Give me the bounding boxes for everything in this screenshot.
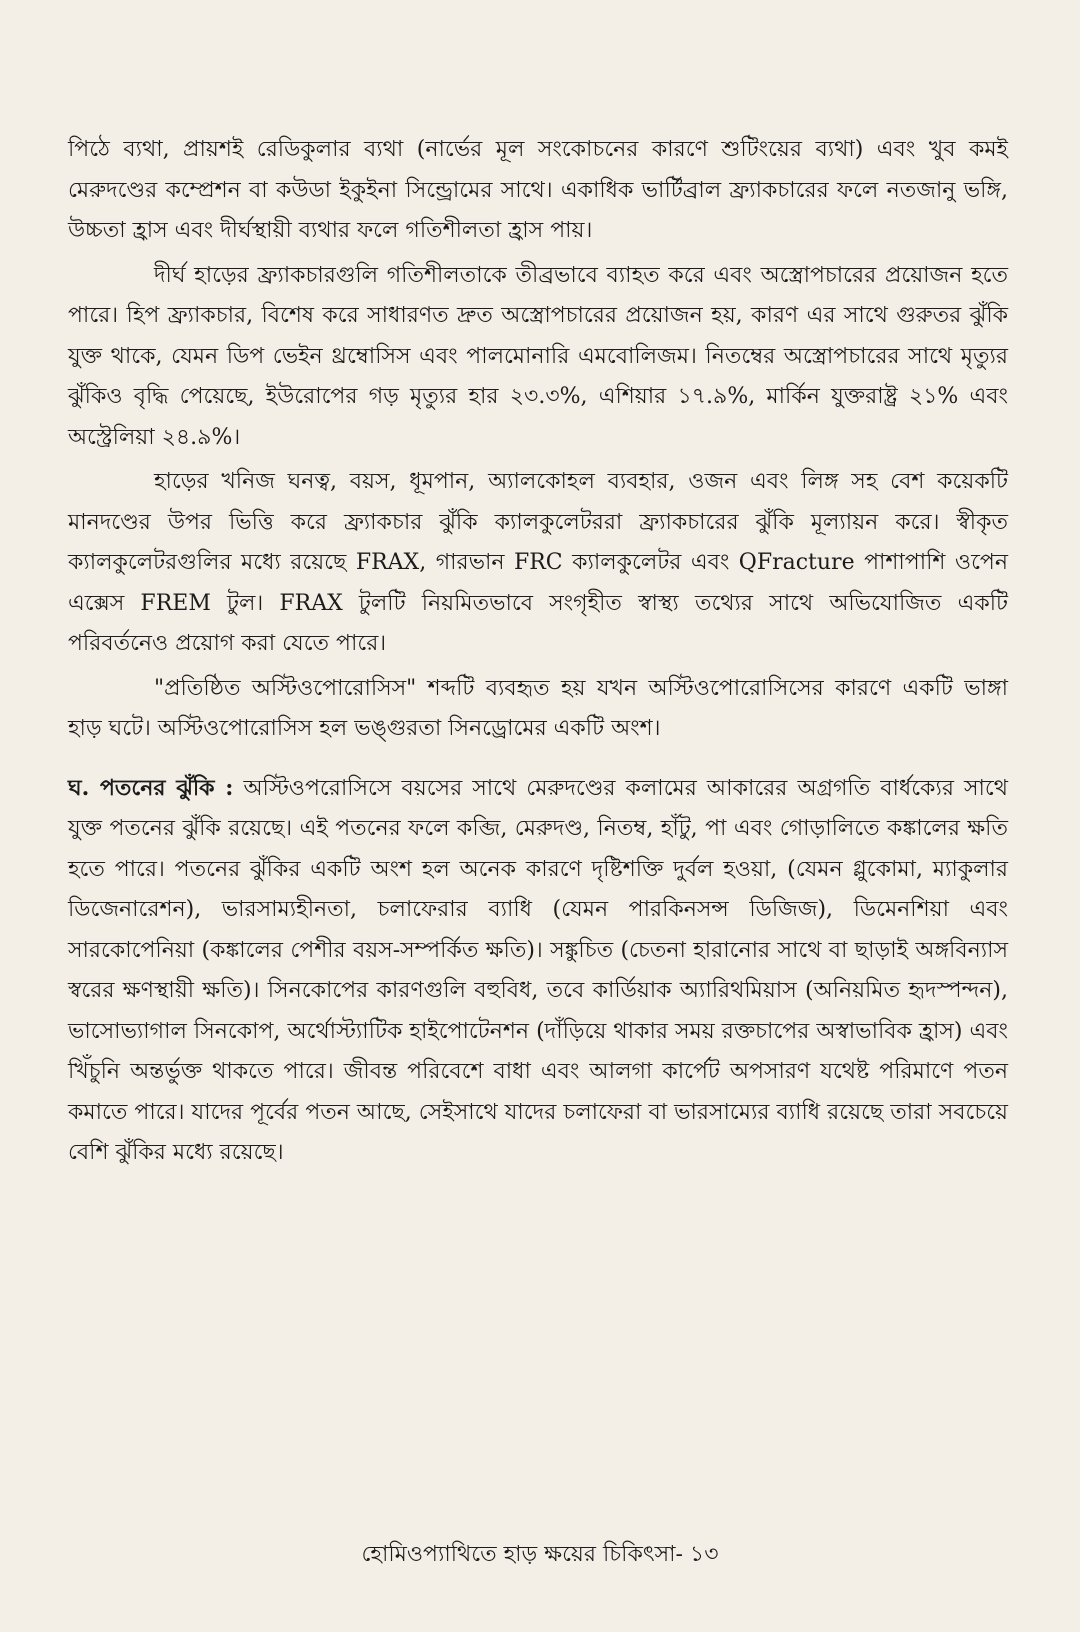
page-footer: হোমিওপ্যাথিতে হাড় ক্ষয়ের চিকিৎসা- ১৩ [361,1542,719,1567]
paragraph-established-osteoporosis: "প্রতিষ্ঠিত অস্টিওপোরোসিস" শব্দটি ব্যবহৃত হয় যখন অস্টিওপোরোসিসের কারণে একটি ভাঙ্গা হাড় ঘটে। অস্টিওপোরোসিস হল ভঙ্গুরতা সিনড্রোমের একটি অংশ। [68,675,1008,741]
paragraph-fall-risk [68,768,1008,1174]
section-heading-fall-risk: ঘ. পতনের ঝুঁকি : [68,774,234,801]
paragraph-long-bone-fractures: দীর্ঘ হাড়ের ফ্র্যাকচারগুলি গতিশীলতাকে তীব্রভাবে ব্যাহত করে এবং অস্ত্রোপচারের প্রয়োজন হতে পারে। হিপ ফ্র্যাকচার, বিশেষ করে সাধারণত দ্রুত অস্ত্রোপচারের প্রয়োজন হয়, কারণ এর সাথে গুরুতর ঝুঁকি যুক্ত থাকে, যেমন ডিপ ভেইন থ্রম্বোসিস এবং পালমোনারি এমবোলিজম। নিতম্বের অস্ত্রোপচারের সাথে মৃত্যুর ঝুঁকিও বৃদ্ধি পেয়েছে, ইউরোপের গড় মৃত্যুর হার ২৩.৩%, এশিয়ার ১৭.৯%, মার্কিন যুক্তরাষ্ট্র ২১% এবং অস্ট্রেলিয়া ২৪.৯%। [68,262,1008,450]
paragraph-fracture-risk-calculators: হাড়ের খনিজ ঘনত্ব, বয়স, ধূমপান, অ্যালকোহল ব্যবহার, ওজন এবং লিঙ্গ সহ বেশ কয়েকটি মানদণ্ডের উপর ভিত্তি করে ফ্র্যাকচার ঝুঁকি ক্যালকুলেটররা ফ্র্যাকচারের ঝুঁকি মূল্যায়ন করে। স্বীকৃত ক্যালকুলেটরগুলির মধ্যে রয়েছে FRAX, গারভান FRC ক্যালকুলেটর এবং QFracture পাশাপাশি ওপেন এক্সেস FREM টুল। FRAX টুলটি নিয়মিতভাবে সংগৃহীত স্বাস্থ্য তথ্যের সাথে অভিযোজিত একটি পরিবর্তনেও প্রয়োগ করা যেতে পারে। [68,469,1008,656]
fall-risk-body: অস্টিওপরোসিসে বয়সের সাথে মেরুদণ্ডের কলামের আকারের অগ্রগতি বার্ধক্যের সাথে যুক্ত পতনের ঝুঁকি রয়েছে। এই পতনের ফলে কব্জি, মেরুদণ্ড, নিতম্ব, হাঁটু, পা এবং গোড়ালিতে কঙ্কালের ক্ষতি হতে পারে। পতনের ঝুঁকির একটি অংশ হল অনেক কারণে দৃষ্টিশক্তি দুর্বল হওয়া, (যেমন গ্লুকোমা, ম্যাকুলার ডিজেনারেশন), ভারসাম্যহীনতা, চলাফেরার ব্যাধি (যেমন পারকিনসন্স ডিজিজ), ডিমেনশিয়া এবং সারকোপেনিয়া (কঙ্কালের পেশীর বয়স-সম্পর্কিত ক্ষতি)। সঙ্কুচিত (চেতনা হারানোর সাথে বা ছাড়াই অঙ্গবিন্যাস স্বরের ক্ষণস্থায়ী ক্ষতি)। সিনকোপের কারণগুলি বহুবিধ, তবে কার্ডিয়াক অ্যারিথমিয়াস (অনিয়মিত হৃদস্পন্দন), ভাসোভ্যাগাল সিনকোপ, অর্থোস্ট্যাটিক হাইপোটেনশন (দাঁড়িয়ে থাকার সময় রক্তচাপের অস্বাভাবিক হ্রাস) এবং খিঁচুনি অন্তর্ভুক্ত থাকতে পারে। জীবন্ত পরিবেশে বাধা এবং আলগা কার্পেট অপসারণ যথেষ্ট পরিমাণে পতন কমাতে পারে। যাদের পূর্বের পতন আছে, সেইসাথে যাদের চলাফেরা বা ভারসাম্যের ব্যাধি রয়েছে তারা সবচেয়ে বেশি ঝুঁকির মধ্যে রয়েছে। [68,775,1008,1165]
paragraph-back-pain: পিঠে ব্যথা, প্রায়শই রেডিকুলার ব্যথা (নার্ভের মূল সংকোচনের কারণে শুটিংয়ের ব্যথা) এবং খুব কমই মেরুদণ্ডের কম্প্রেশন বা কউডা ইকুইনা সিন্ড্রোমের সাথে। একাধিক ভার্টিব্রাল ফ্র্যাকচারের ফলে নতজানু ভঙ্গি, উচ্চতা হ্রাস এবং দীর্ঘস্থায়ী ব্যথার ফলে গতিশীলতা হ্রাস পায়। [68,137,1008,243]
book-page [68,130,1008,1630]
